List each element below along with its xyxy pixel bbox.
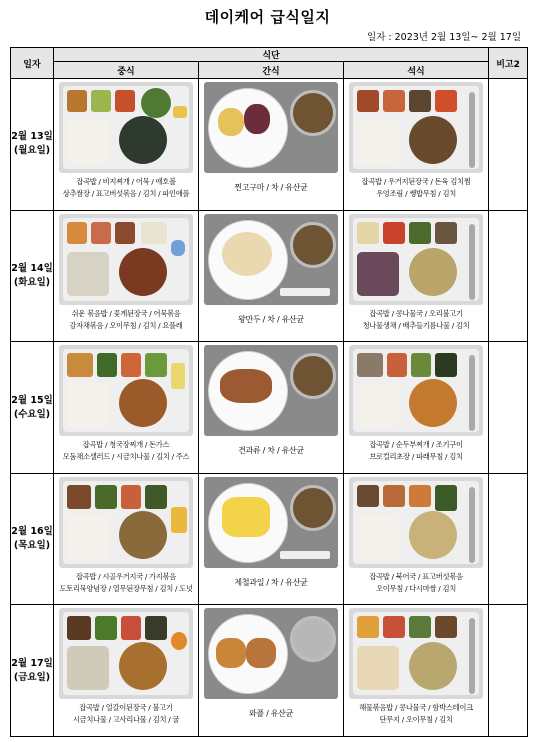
header-lunch: 중식 [54,62,199,79]
snack-cell [199,473,344,605]
dinner-menu-line: 브로컬리초장 / 파래무침 / 김치 [369,452,463,462]
lunch-photo [59,214,193,305]
day-cell [11,79,54,211]
snack-menu: 견과류 / 차 / 유산균 [238,446,304,456]
day-cell [11,605,54,737]
lunch-cell [54,605,199,737]
dinner-menu-line: 오이무침 / 다시마쌈 / 김치 [376,583,456,593]
lunch-menu-line: 모둠채소샐러드 / 시금치나물 / 김치 / 주스 [62,452,190,462]
snack-menu: 와플 / 유산균 [248,709,294,719]
table-row [11,342,528,474]
lunch-photo [59,82,193,173]
dinner-menu-line: 청나물생채 / 배추들기름나물 / 김치 [362,320,470,330]
dinner-menu-line: 잡곡밥 / 순두부찌개 / 조기구이 [369,440,463,450]
header-dinner: 석식 [344,62,489,79]
dinner-photo [349,608,483,699]
snack-menu: 왕만두 / 차 / 유산균 [238,314,304,324]
snack-menu: 찐고구마 / 차 / 유산균 [234,183,308,193]
page-title: 데이케어 급식일지 [204,8,331,26]
snack-cell [199,342,344,474]
dinner-menu-line: 해물볶음밥 / 콩나물국 / 함박스테이크 [359,703,473,713]
dinner-photo [349,82,483,173]
dinner-cell [344,605,489,737]
lunch-photo [59,345,193,436]
dinner-cell [344,210,489,342]
lunch-photo [59,477,193,568]
dinner-menu-line: 우엉조림 / 쌩밥무침 / 김치 [376,189,456,199]
lunch-cell [54,342,199,474]
table-row [11,79,528,211]
dinner-photo [349,477,483,568]
remarks-cell [489,605,528,737]
snack-photo [204,214,338,305]
day-cell [11,342,54,474]
day-date: 2월 15일 [11,394,53,406]
lunch-menu-line: 잡곡밥 / 청국장찌개 / 돈가스 [82,440,170,450]
remarks-cell [489,79,528,211]
day-cell [11,210,54,342]
dinner-menu-line: 단무지 / 오이무침 / 김치 [379,715,453,725]
table-row [11,473,528,605]
lunch-cell [54,473,199,605]
day-date: 2월 14일 [11,262,53,274]
remarks-cell [489,342,528,474]
snack-photo [204,477,338,568]
date-range: 일자 : 2023년 2월 13일~ 2월 17일 [367,32,521,43]
lunch-cell [54,210,199,342]
snack-photo [204,345,338,436]
day-weekday: (금요일) [13,671,51,683]
lunch-menu-line: 도토리묵양념장 / 열무된장무침 / 김치 / 도넛 [59,583,193,593]
lunch-menu-line: 잡곡밥 / 비지찌개 / 어묵 / 애호볼 [76,177,176,187]
lunch-photo [59,608,193,699]
snack-cell [199,605,344,737]
day-date: 2월 16일 [11,526,53,538]
lunch-menu-line: 잡곡밥 / 시골우거지국 / 가지볶음 [75,571,177,581]
day-cell [11,473,54,605]
dinner-cell [344,473,489,605]
snack-cell [199,210,344,342]
table-row [11,605,528,737]
lunch-menu-line: 쉬운 볶음밥 / 꽃게된장국 / 어묵볶음 [71,308,181,318]
header-remarks: 비고2 [489,48,528,79]
day-weekday: (수요일) [13,408,51,420]
day-date: 2월 17일 [11,657,53,669]
day-date: 2월 13일 [11,131,53,143]
lunch-menu-line: 시금치나물 / 고사리나물 / 김치 / 귤 [72,715,180,725]
dinner-menu-line: 잡곡밥 / 콩나물국 / 오리불고기 [369,308,463,318]
meal-log-table [10,47,528,737]
remarks-cell [489,473,528,605]
lunch-menu-line: 상추쌈장 / 표고버섯볶음 / 김치 / 파인애플 [62,189,190,199]
table-row [11,210,528,342]
day-weekday: (월요일) [13,145,51,157]
day-weekday: (화요일) [13,276,51,288]
header-meal-plan: 식단 [54,48,489,62]
dinner-cell [344,79,489,211]
snack-photo [204,608,338,699]
lunch-menu-line: 감자채볶음 / 오이무침 / 김치 / 요플레 [69,320,183,330]
dinner-menu-line: 잡곡밥 / 우거지된장국 / 돈육 김치찜 [361,177,471,187]
remarks-cell [489,210,528,342]
header-date: 일자 [11,48,54,79]
dinner-cell [344,342,489,474]
snack-photo [204,82,338,173]
day-weekday: (목요일) [13,540,51,552]
dinner-menu-line: 잡곡밥 / 북어국 / 표고버섯볶음 [369,571,463,581]
dinner-photo [349,345,483,436]
lunch-menu-line: 잡곡밥 / 얼갈이된장국 / 불고기 [79,703,173,713]
header-snack: 간식 [199,62,344,79]
dinner-photo [349,214,483,305]
lunch-cell [54,79,199,211]
snack-cell [199,79,344,211]
snack-menu: 제철과일 / 차 / 유산균 [234,577,308,587]
